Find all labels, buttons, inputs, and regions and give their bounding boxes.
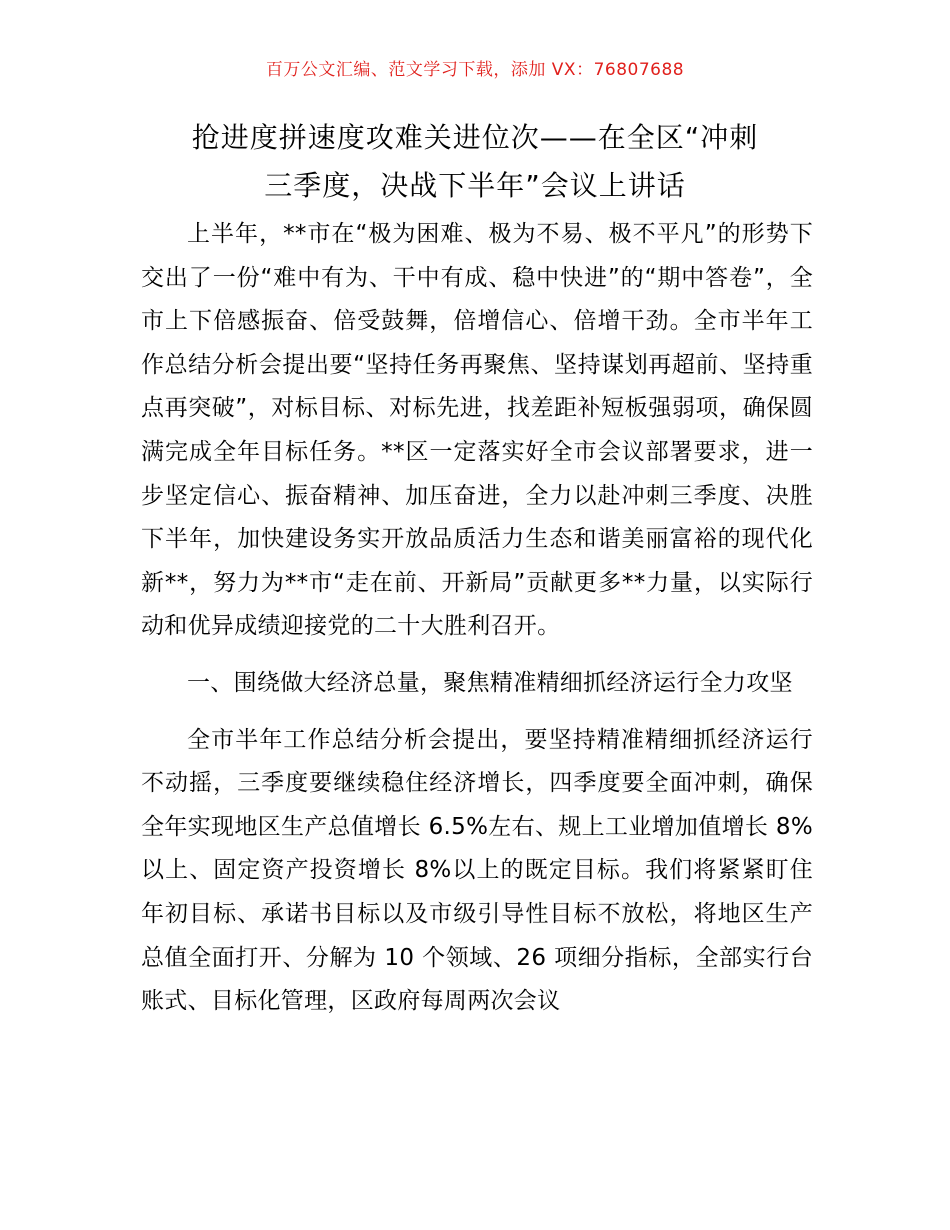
paragraph-intro: 上半年，**市在“极为困难、极为不易、极不平凡”的形势下交出了一份“难中有为、干中有成、稳中快进”的“期中答卷”，全市上下倍感振奋、倍受鼓舞，倍增信心、倍增干劲。全市半年工作总结分析会提出要“坚持任务再聚焦、坚持谋划再超前、坚持重点再突破”，对标目标、对标先进，找差距补短板强弱项，确保圆满完成全年目标任务。**区一定落实好全市会议部署要求，进一步坚定信心、振奋精神、加压奋进，全力以赴冲刺三季度、决胜下半年，加快建设务实开放品质活力生态和谐美丽富裕的现代化新**，努力为**市“走在前、开新局”贡献更多**力量，以实际行动和优异成绩迎接党的二十大胜利召开。 <box>141 221 813 640</box>
paragraph-section-1: 全市半年工作总结分析会提出，要坚持精准精细抓经济运行不动摇，三季度要继续稳住经济增长，四季度要全面冲刺，确保全年实现地区生产总值增长 6.5%左右、规上工业增加值增长 8%以上、固定资产投资增长 8%以上的既定目标。我们将紧紧盯住年初目标、承诺书目标以及市级引导性目标不放松，将地区生产总值全面打开、分解为 10 个领域、26 项细分指标，全部实行台账式、目标化管理，区政府每周两次会议 <box>141 726 813 1015</box>
watermark-text: 百万公文汇编、范文学习下载，添加 VX：76807688 <box>265 60 685 80</box>
title-line-1: 抢进度拼速度攻难关进位次——在全区“冲刺 <box>191 121 759 154</box>
title-line-2: 三季度，决战下半年”会议上讲话 <box>264 169 686 202</box>
document-title <box>120 114 830 210</box>
document-body <box>141 213 813 1024</box>
section-heading-1: 一、围绕做大经济总量，聚焦精准精细抓经济运行全力攻坚 <box>187 669 793 696</box>
